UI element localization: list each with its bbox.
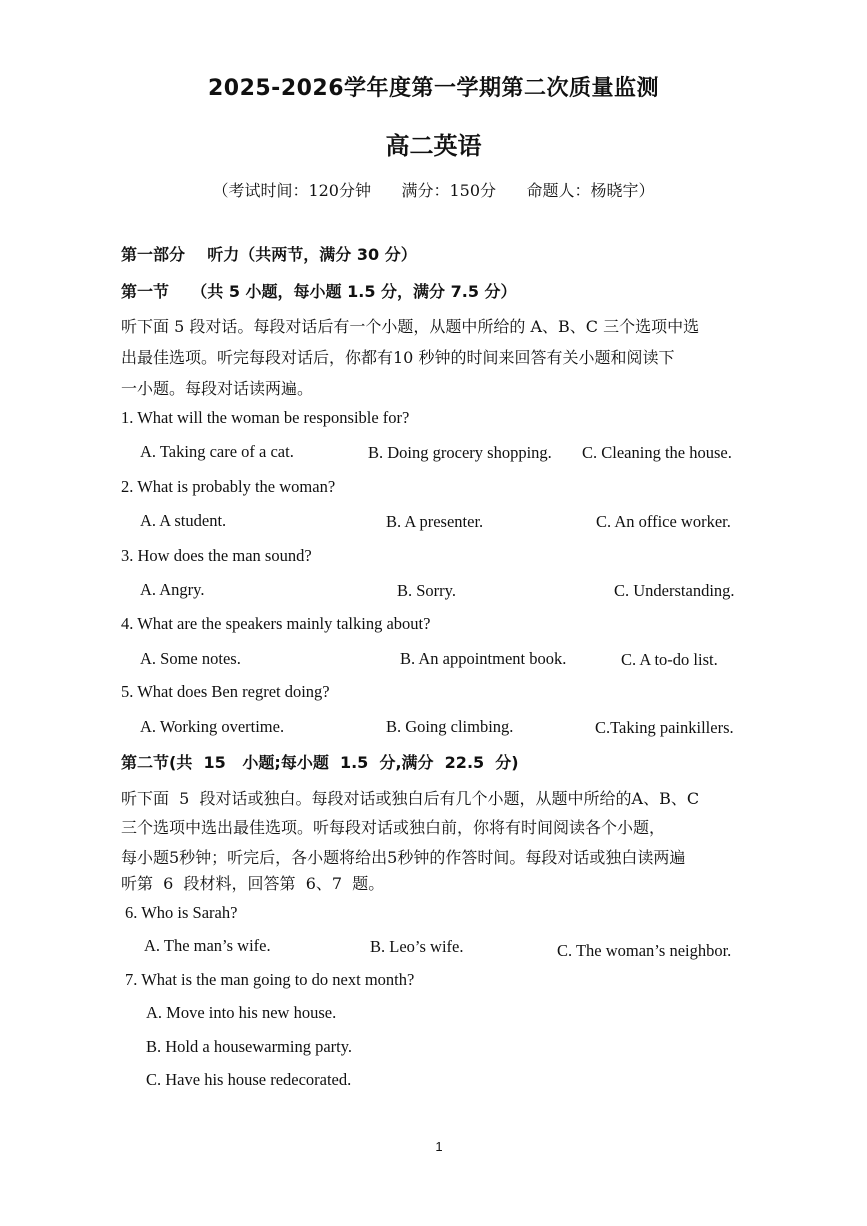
question-5-option-a: A. Working overtime.	[140, 717, 285, 736]
part1-heading: 第一部分 听力（共两节，满分 30 分）	[121, 245, 417, 264]
section2-instruction-line: 每小题5秒钟；听完后，各小题将给出5秒钟的作答时间。每段对话或独白读两遍	[121, 848, 686, 867]
question-6-option-b: B. Leo’s wife.	[370, 937, 464, 956]
section1-instruction-line: 一小题。每段对话读两遍。	[121, 379, 314, 398]
question-2-option-b: B. A presenter.	[386, 512, 484, 531]
question-4-option-b: B. An appointment book.	[400, 649, 567, 668]
question-3-stem: 3. How does the man sound?	[121, 546, 312, 565]
section1-heading: 第一节 （共 5 小题，每小题 1.5 分，满分 7.5 分）	[121, 282, 517, 301]
question-3-option-b: B. Sorry.	[397, 581, 456, 600]
question-2-option-a: A. A student.	[140, 511, 227, 530]
question-2-option-c: C. An office worker.	[596, 512, 731, 531]
question-1-option-c: C. Cleaning the house.	[582, 443, 732, 462]
exam-info: （考试时间：120分钟 满分：150分 命题人：杨晓宇）	[212, 181, 655, 200]
question-7-option-a: A. Move into his new house.	[146, 1003, 337, 1022]
question-6-option-a: A. The man’s wife.	[144, 936, 271, 955]
question-6-stem: 6. Who is Sarah?	[125, 903, 238, 922]
question-7-stem: 7. What is the man going to do next month?	[125, 970, 415, 989]
question-4-stem: 4. What are the speakers mainly talking about?	[121, 614, 431, 633]
question-6-option-c: C. The woman’s neighbor.	[557, 941, 732, 960]
question-1-option-a: A. Taking care of a cat.	[140, 442, 294, 461]
exam-subject: 高二英语	[385, 132, 482, 160]
question-7-option-b: B. Hold a housewarming party.	[146, 1037, 353, 1056]
exam-title: 2025-2026学年度第一学期第二次质量监测	[207, 76, 660, 101]
question-1-stem: 1. What will the woman be responsible for?	[121, 408, 410, 427]
question-7-option-c: C. Have his house redecorated.	[146, 1070, 352, 1089]
page-number: 1	[435, 1139, 443, 1154]
question-5-option-b: B. Going climbing.	[386, 717, 514, 736]
question-1-option-b: B. Doing grocery shopping.	[368, 443, 552, 462]
question-3-option-a: A. Angry.	[140, 580, 205, 599]
question-4-option-c: C. A to-do list.	[621, 650, 718, 669]
question-5-stem: 5. What does Ben regret doing?	[121, 682, 330, 701]
section1-instruction-line: 听下面 5 段对话。每段对话后有一个小题，从题中所给的 A、B、C 三个选项中选	[121, 317, 700, 336]
section2-heading: 第二节(共 15 小题;每小题 1.5 分,满分 22.5 分)	[121, 753, 519, 772]
question-5-option-c: C.Taking painkillers.	[595, 718, 734, 737]
section2-instruction-line: 听下面 5 段对话或独白。每段对话或独白后有几个小题，从题中所给的A、B、C	[121, 789, 700, 808]
question-4-option-a: A. Some notes.	[140, 649, 241, 668]
section2-instruction-line: 听第 6 段材料，回答第 6、7 题。	[121, 874, 385, 893]
question-2-stem: 2. What is probably the woman?	[121, 477, 336, 496]
question-3-option-c: C. Understanding.	[614, 581, 735, 600]
section1-instruction-line: 出最佳选项。听完每段对话后，你都有10 秒钟的时间来回答有关小题和阅读下	[121, 348, 675, 367]
section2-instruction-line: 三个选项中选出最佳选项。听每段对话或独白前，你将有时间阅读各个小题，	[121, 818, 666, 837]
